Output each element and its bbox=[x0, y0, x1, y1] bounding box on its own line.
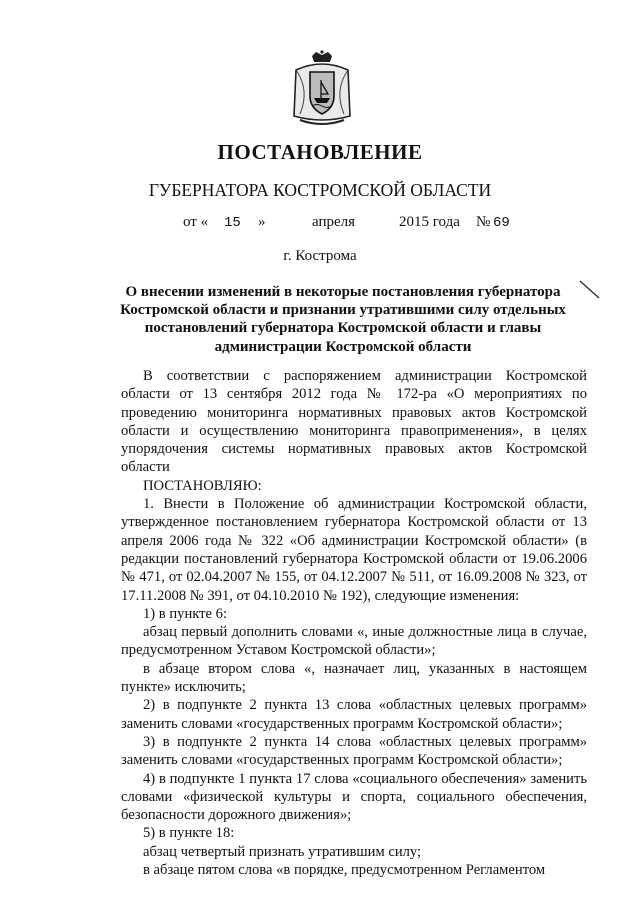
document-title: ПОСТАНОВЛЕНИЕ bbox=[217, 140, 423, 164]
paragraph-1-1b: в абзаце втором слова «, назначает лиц, указанных в настоящем пункте» исключить; bbox=[121, 660, 587, 696]
paragraph-1-3: 3) в подпункте 2 пункта 14 слова «областных целевых программ» заменить словами «государственных программ Костромской области»; bbox=[121, 733, 587, 769]
coat-of-arms-icon bbox=[290, 50, 354, 128]
city-line: г. Кострома bbox=[283, 248, 357, 264]
date-year: 2015 года bbox=[399, 214, 460, 230]
issuer-line: ГУБЕРНАТОРА КОСТРОМСКОЙ ОБЛАСТИ bbox=[148, 180, 492, 200]
date-month: апреля bbox=[312, 214, 356, 230]
paragraph-1-5b: в абзаце пятом слова «в порядке, предусмотренном Регламентом bbox=[143, 862, 546, 879]
paragraph-1: 1. Внести в Положение об администрации Костромской области, утвержденное постановлением губернатора Костромской области от 13 апреля 2006 года № 322 «Об администрации Костромской области» (в редакции постановлений губернатора Костромской области от 19.06.2006 № 471, от 02.04.2007 № 155, от 04.12.2007 № 511, от 16.09.2008 № 323, от 17.11.2008 № 391, от 04.10.2010 № 192), следующие изменения: bbox=[121, 496, 587, 604]
paragraph-1-5a: абзац четвертый признать утратившим силу; bbox=[143, 843, 422, 860]
decree-word: ПОСТАНОВЛЯЮ: bbox=[143, 477, 262, 494]
date-day: 15 bbox=[224, 215, 241, 231]
paragraph-1-1a: абзац первый дополнить словами «, иные должностные лица в случае, предусмотренном Уставом Костромской области»; bbox=[121, 624, 587, 659]
document-number: 69 bbox=[493, 215, 510, 231]
paragraph-1-4: 4) в подпункте 1 пункта 17 слова «социального обеспечения» заменить словами «физической культуры и спорта, социального обеспечения, безопасности дорожного движения»; bbox=[121, 770, 587, 824]
intro-paragraph: В соответствии с распоряжением администрации Костромской области от 13 сентября 2012 года № 172-ра «О мероприятиях по проведению мониторинга нормативных правовых актов Костромской области и осуществлению мониторинга правоприменения», в целях упорядочения системы нормативных правовых актов Костромской области bbox=[121, 368, 587, 476]
document-body bbox=[121, 367, 587, 879]
paragraph-1-1: 1) в пункте 6: bbox=[143, 605, 228, 622]
paragraph-1-2: 2) в подпункте 2 пункта 13 слова «областных целевых программ» заменить словами «государственных программ Костромской области»; bbox=[121, 697, 587, 732]
date-prefix: от « bbox=[183, 214, 209, 230]
number-sign: № bbox=[476, 214, 491, 230]
handwritten-mark-icon bbox=[578, 278, 602, 302]
paragraph-1-5: 5) в пункте 18: bbox=[143, 825, 235, 842]
date-line bbox=[0, 214, 640, 238]
date-close-quote: » bbox=[258, 214, 266, 230]
document-heading: О внесении изменений в некоторые постановления губернатора Костромской области и признании утратившими силу отдельных постановлений губернатора Костромской области и главы администрации Костромской области bbox=[120, 284, 566, 355]
